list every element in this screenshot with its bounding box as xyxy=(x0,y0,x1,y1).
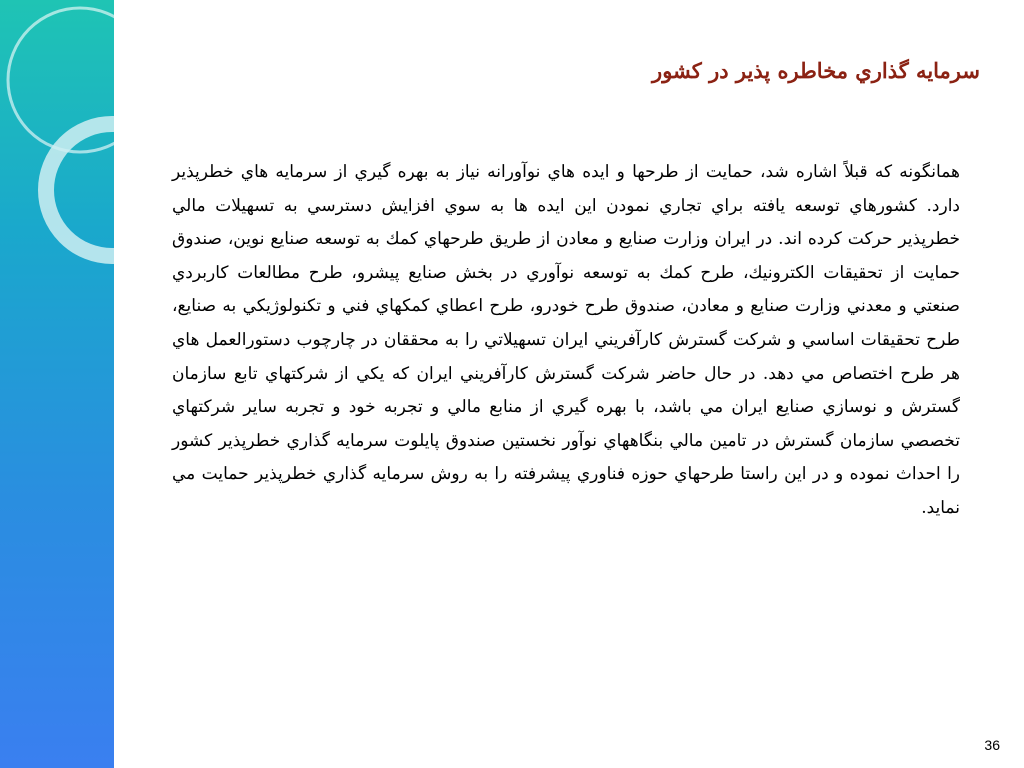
page-number: 36 xyxy=(984,737,1000,753)
decorative-ring-thick xyxy=(46,124,114,256)
decorative-side-panel xyxy=(0,0,114,768)
slide-title: سرمايه گذاري مخاطره پذير در كشور xyxy=(652,58,980,83)
decorative-rings xyxy=(0,0,114,768)
slide-body-text: همانگونه كه قبلاً اشاره شد، حمايت از طرحها و ايده هاي نوآورانه نياز به بهره گيري از سرمايه هاي خطرپذير دارد. كشورهاي توسعه يافته براي تجاري نمودن اين ايده ها به سوي افزايش دسترسي به تسهيلات مالي خطرپذير حركت كرده اند. در ايران وزارت صنايع و معادن از طريق طرحهاي كمك به توسعه صنايع نوين، صندوق حمايت از تحقيقات الكترونيك، طرح كمك به توسعه نوآوري در بخش صنايع پيشرو، طرح مطالعات كاربردي صنعتي و معدني وزارت صنايع و معادن، صندوق طرح خودرو، طرح اعطاي كمكهاي فني و تكنولوژيكي به صنايع، طرح تحقيقات اساسي و شركت گسترش كارآفريني ايران تسهيلاتي را به محققان در چارچوب دستورالعمل هاي هر طرح اختصاص مي دهد. در حال حاضر شركت گسترش كارآفريني ايران كه يكي از شركتهاي تابع سازمان گسترش و نوسازي صنايع ايران مي باشد، با بهره گيري از منابع مالي و تجربه خود و تجربه ساير شركتهاي تخصصي سازمان گسترش در تامين مالي بنگاههاي نوآور نخستين صندوق پايلوت سرمايه گذاري خطرپذير كشور را احداث نموده و در اين راستا طرحهاي حوزه فناوري پيشرفته را به روش سرمايه گذاري خطرپذير حمايت مي نمايد. xyxy=(172,162,960,518)
